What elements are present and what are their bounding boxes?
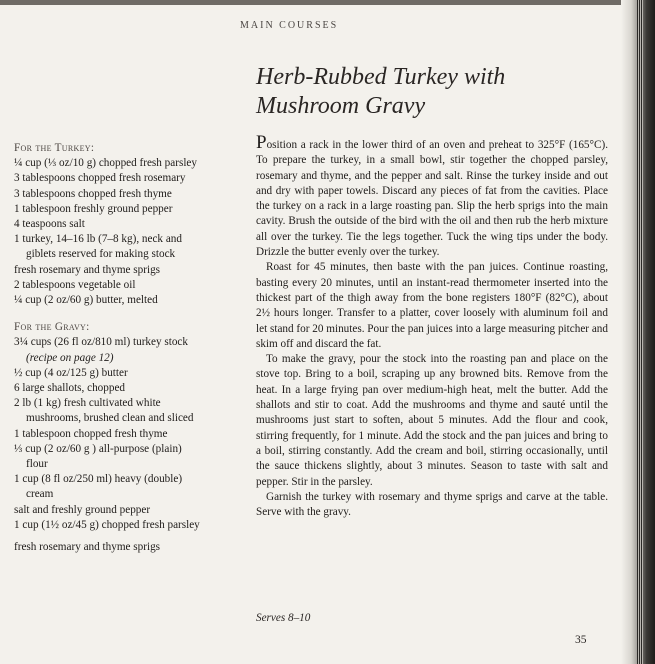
ingredient-line: 1 turkey, 14–16 lb (7–8 kg), neck and [14, 233, 182, 246]
ingredient-line: 1 cup (8 fl oz/250 ml) heavy (double) [14, 473, 183, 486]
turkey-section-heading: For the Turkey: [14, 142, 95, 154]
ingredient-line: 3¼ cups (26 fl oz/810 ml) turkey stock [14, 336, 188, 349]
ingredient-line: giblets reserved for making stock [26, 248, 176, 261]
ingredient-line: mushrooms, brushed clean and sliced [26, 412, 194, 425]
ingredient-line: ⅓ cup (2 oz/60 g ) all-purpose (plain) [14, 442, 182, 455]
ingredient-line: 1 cup (1½ oz/45 g) chopped fresh parsley [14, 518, 200, 531]
running-head: MAIN COURSES [240, 20, 339, 31]
recipe-reference: (recipe on page 12) [26, 351, 114, 364]
ingredient-line: fresh rosemary and thyme sprigs [14, 263, 161, 276]
ingredient-line: 2 lb (1 kg) fresh cultivated white [14, 397, 161, 410]
ingredient-line: 1 tablespoon chopped fresh thyme [14, 427, 168, 440]
ingredient-line: ¼ cup (2 oz/60 g) butter, melted [14, 294, 158, 307]
ingredient-line: 2 tablespoons vegetable oil [14, 278, 136, 291]
recipe-title: Herb-Rubbed Turkey with Mushroom Gravy [256, 64, 506, 119]
page-top-edge [0, 0, 655, 5]
drop-cap: P [256, 132, 267, 153]
ingredient-line: 3 tablespoons chopped fresh rosemary [14, 172, 186, 185]
ingredient-line: 3 tablespoons chopped fresh thyme [14, 187, 172, 200]
instruction-paragraph: Roast for 45 minutes, then baste with the pan juices. Continue roasting, basting every 20 minutes, until an instant-read thermometer inserted into the thickest part of the thigh away from the bone registers 180°F (82°C), about 2½ hours longer. Transfer to a platter, cover loosely with aluminum foil and let stand for 20 minutes. Pour the pan juices into a large measuring pitcher and skim off and discard the fat. [256, 261, 608, 350]
page-edges [637, 0, 643, 664]
ingredient-line: 6 large shallots, chopped [14, 382, 126, 395]
ingredient-line: ¼ cup (⅓ oz/10 g) chopped fresh parsley [14, 157, 197, 170]
ingredient-line: cream [26, 488, 54, 501]
instruction-paragraph [256, 132, 608, 260]
instruction-paragraph: To make the gravy, pour the stock into the roasting pan and place on the stove top. Bring to a boil, scraping up any browned bits. Remove from the heat. In a large frying pan over medium-high heat, melt the butter. Add the shallots and stir to coat. Add the mushrooms and thyme and sauté until the mushrooms just start to soften, about 5 minutes. Add the flour and cook, stirring frequently, for 1 minute. Add the stock and the pan juices and bring to a boil, stirring constantly. Add the cream and boil, stirring occasionally, until the sauce thickens slightly, about 3 minutes. Season to taste with salt and pepper. Stir in the parsley. [256, 353, 608, 488]
ingredients-list [14, 141, 246, 555]
ingredient-line: 1 tablespoon freshly ground pepper [14, 202, 173, 215]
ingredient-line: 4 teaspoons salt [14, 218, 85, 231]
ingredient-line: salt and freshly ground pepper [14, 503, 151, 516]
page-number: 35 [575, 634, 587, 646]
gravy-section-heading: For the Gravy: [14, 321, 90, 334]
serves-note: Serves 8–10 [256, 612, 311, 624]
ingredient-line: ½ cup (4 oz/125 g) butter [14, 366, 128, 379]
instructions [256, 132, 608, 520]
paragraph-text: osition a rack in the lower third of an oven and preheat to 325°F (165°C). To prepare the turkey, in a small bowl, stir together the chopped parsley, rosemary and thyme, and the pepper and salt. Rinse the turkey inside and out and dry with paper towels. Discard any pieces of fat from the cavities. Place the turkey on a rack in a large roasting pan. Slip the herb sprigs into the main cavity. Brush the outside of the bird with the oil and then rub the herb mixture all over the turkey. Tie the legs together. Tuck the wing tips under the body. Drizzle the butter evenly over the turkey. [256, 139, 608, 259]
instruction-paragraph: Garnish the turkey with rosemary and thyme sprigs and carve at the table. Serve with the gravy. [256, 490, 608, 519]
ingredient-line: fresh rosemary and thyme sprigs [14, 541, 161, 554]
ingredient-line: flour [26, 458, 48, 471]
